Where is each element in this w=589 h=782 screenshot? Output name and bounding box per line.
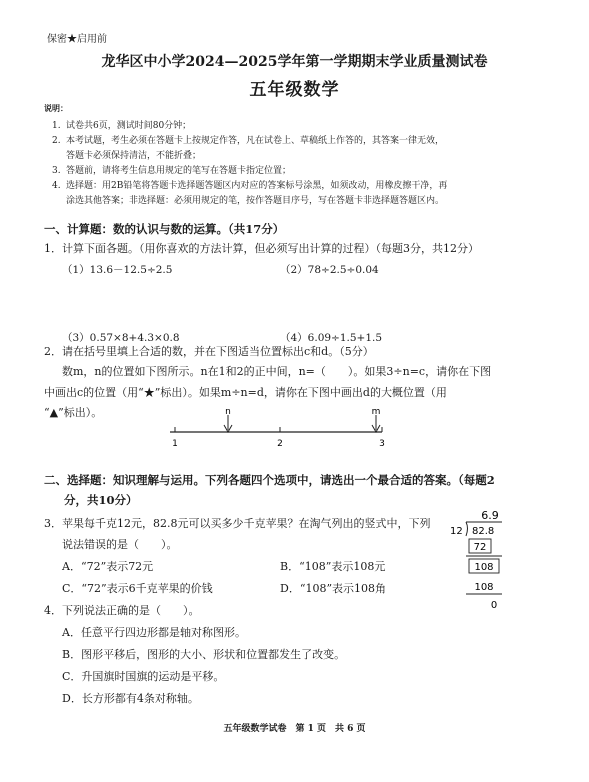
page-footer: 五年级数学试卷 第 1 页 共 6 页: [223, 724, 366, 734]
exam-title: 龙华区中小学2024—2025学年第一学期期末学业质量测试卷: [101, 54, 488, 70]
division-step: 72: [473, 542, 487, 553]
mark-label-m: m: [371, 408, 381, 417]
note-item: 2. 本考试题，考生必须在答题卡上按规定作答，凡在试卷上、草稿纸上作答的，其答案一律无效，: [52, 136, 445, 146]
tick-label: 2: [277, 439, 283, 449]
subject-title: 五年级数学: [249, 80, 340, 100]
division-divisor: 12: [450, 526, 463, 537]
division-step: 108: [474, 582, 494, 593]
q3-stem-cont: 说法错误的是（ ）。: [62, 538, 178, 551]
q3-stem: 3．苹果每千克12元，82.8元可以买多少千克苹果？在淘气列出的竖式中，下列: [44, 517, 431, 530]
q4-stem: 4．下列说法正确的是（ ）。: [44, 604, 200, 617]
q2-line: “▲”标出）。: [44, 406, 103, 419]
q2-line: 数m，n的位置如下图所示。n在1和2的正中间，n=（ ）。如果3÷n=c，请你在下图: [62, 365, 492, 378]
note-item: 1. 试卷共6页，测试时间80分钟；: [52, 121, 192, 131]
calc-item: （2）78÷2.5÷0.04: [280, 264, 379, 276]
calc-item: （3）0.57×8+4.3×0.8: [62, 332, 180, 344]
q4-option-d: D．长方形都有4条对称轴。: [62, 692, 199, 705]
mark-label-n: n: [225, 408, 231, 417]
calc-item: （4）6.09÷1.5+1.5: [280, 332, 383, 344]
confidential-label: 保密★启用前: [47, 34, 107, 45]
note-item: 3. 答题前，请将考生信息用规定的笔写在答题卡指定位置；: [52, 166, 292, 176]
tick-label: 3: [379, 439, 385, 449]
tick-label: 1: [172, 439, 178, 449]
q2-stem: 2．请在括号里填上合适的数，并在下图适当位置标出c和d。（5分）: [44, 345, 374, 358]
q2-line: 中画出c的位置（用“★”标出）。如果m÷n=d，请你在下图中画出d的大概位置（用: [44, 386, 447, 399]
q3-option-a: A．“72”表示72元: [62, 560, 154, 573]
notes-label: 说明：: [44, 103, 68, 113]
note-item: 答题卡必须保持清洁，不能折叠；: [66, 151, 202, 161]
calc-item: （1）13.6－12.5÷2.5: [62, 264, 173, 276]
q4-option-b: B．图形平移后，图形的大小、形状和位置都发生了改变。: [62, 648, 346, 661]
division-remainder: 0: [490, 600, 498, 611]
q4-option-c: C．升国旗时国旗的运动是平移。: [62, 670, 225, 683]
division-bracket: [466, 522, 468, 536]
q3-option-d: D．“108”表示108角: [280, 582, 387, 595]
section1-heading: 一、计算题：数的认识与数的运算。（共17分）: [44, 222, 285, 236]
long-division: [442, 506, 522, 616]
q4-option-a: A．任意平行四边形都是轴对称图形。: [62, 626, 246, 639]
division-quotient: 6.9: [481, 509, 499, 522]
note-item: 涂选其他答案；非选择题：必须用规定的笔，按作答题目序号，写在答题卡非选择题答题区内。: [66, 196, 445, 206]
division-step: 108: [474, 562, 494, 573]
q1-stem: 1．计算下面各题。（用你喜欢的方法计算，但必须写出计算的过程）（每题3分，共12分）: [44, 242, 479, 255]
section2-heading-cont: 分，共10分）: [64, 493, 138, 507]
q3-option-c: C．“72”表示6千克苹果的价钱: [62, 582, 213, 595]
section2-heading: 二、选择题：知识理解与运用。下列各题四个选项中，请选出一个最合适的答案。（每题2: [44, 473, 495, 487]
number-line: [160, 408, 400, 452]
division-dividend: 82.8: [472, 526, 495, 537]
q3-option-b: B．“108”表示108元: [280, 560, 386, 573]
note-item: 4. 选择题：用2B铅笔将答题卡选择题答题区内对应的答案标号涂黑，如须改动，用橡皮擦干净，再: [52, 181, 448, 191]
